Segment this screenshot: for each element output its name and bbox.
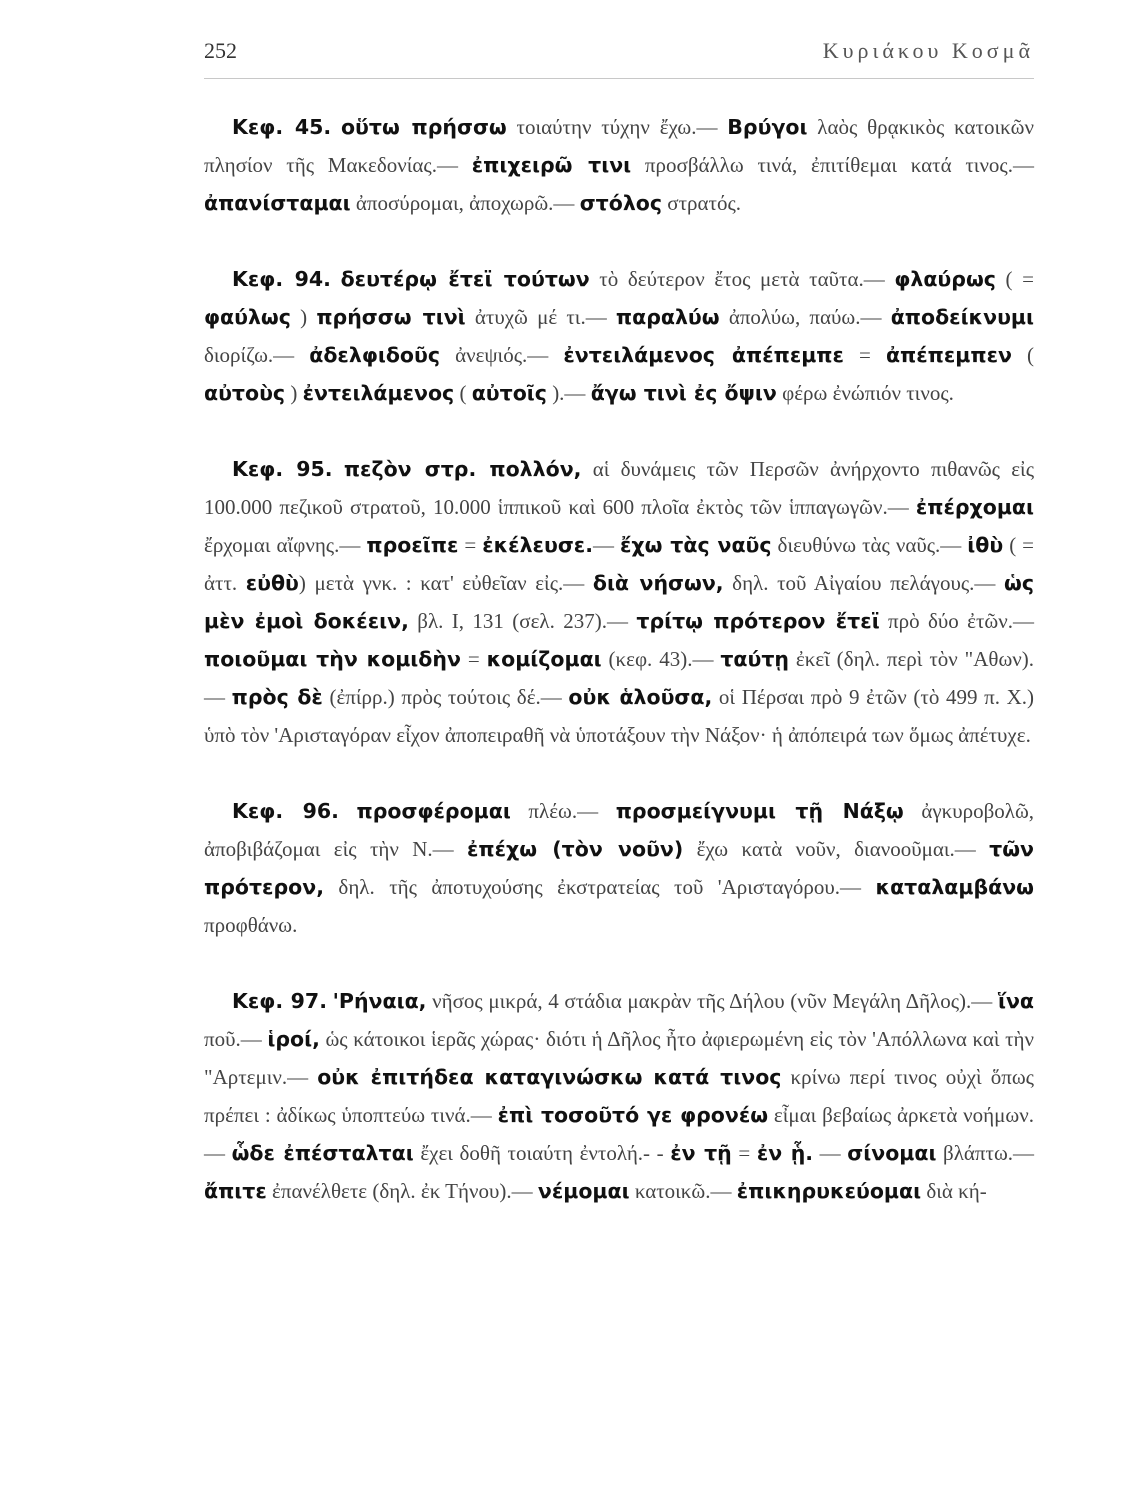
lemma-term: ὡς μὲν ἐμοὶ δοκέειν, xyxy=(204,571,1034,633)
gloss-text: βλ. I, 131 (σελ. 237).— xyxy=(408,609,637,633)
lemma-term: ἐπιχειρῶ τινι xyxy=(471,153,632,177)
paragraph-kef-96 xyxy=(204,792,1034,944)
gloss-text: ἀπολύω, παύω.— xyxy=(719,305,891,329)
gloss-text: εἶμαι βεβαίως ἀρκετὰ νοήμων.— xyxy=(204,1103,1034,1165)
lemma-term: ἄπιτε xyxy=(204,1179,267,1203)
gloss-text: στρατός. xyxy=(662,191,742,215)
lemma-term: ἐντειλάμενος ἀπέπεμπε xyxy=(563,343,844,367)
lemma-term: τῶν πρότερον, xyxy=(204,837,1034,899)
lemma-term: 'Ρήναια, xyxy=(332,989,427,1013)
lemma-term: ἐντειλάμενος xyxy=(302,381,455,405)
lemma-term: ταύτῃ xyxy=(720,647,790,671)
gloss-text: διορίζω.— xyxy=(204,343,310,367)
lemma-term: φαύλως xyxy=(204,305,291,329)
gloss-text: (κεφ. 43).— xyxy=(601,647,721,671)
lemma-term: τρίτῳ πρότερον ἔτεϊ xyxy=(636,609,880,633)
gloss-text: κατοικῶ.— xyxy=(629,1179,737,1203)
gloss-text: προφθάνω. xyxy=(204,913,298,937)
gloss-text: ( xyxy=(1011,343,1035,367)
lemma-term: προσφέρομαι xyxy=(356,799,511,823)
gloss-text xyxy=(333,457,344,481)
lemma-term: ἔχω τὰς ναῦς xyxy=(619,533,772,557)
gloss-text: τὸ δεύτερον ἔτος μετὰ ταῦτα.— xyxy=(589,267,895,291)
lemma-term: ἱροί, xyxy=(267,1027,320,1051)
paragraph-kef-94 xyxy=(204,260,1034,412)
lemma-term: διὰ νήσων, xyxy=(592,571,724,595)
lemma-term: ἐπὶ τοσοῦτό γε φρονέω xyxy=(497,1103,769,1127)
lemma-term: ἐν τῇ xyxy=(670,1141,732,1165)
lemma-term: οὐκ ἐπιτήδεα καταγινώσκω κατά τινος xyxy=(317,1065,782,1089)
gloss-text: ) xyxy=(285,381,303,405)
lemma-term: ἰθὺ xyxy=(967,533,1004,557)
lemma-term: Βρύγοι xyxy=(727,115,808,139)
lemma-term: Κεφ. 97. xyxy=(232,989,327,1013)
gloss-text xyxy=(331,267,341,291)
running-title: Κυριάκου Κοσμᾶ xyxy=(822,38,1034,63)
gloss-text: ἔχω κατὰ νοῦν, διανοοῦμαι.— xyxy=(683,837,990,861)
lemma-term: πρὸς δὲ xyxy=(231,685,323,709)
gloss-text: προσβάλλω τινά, ἐπιτίθεμαι κατά τινος.— xyxy=(631,153,1035,177)
lemma-term: ἀδελφιδοῦς xyxy=(309,343,441,367)
gloss-text: οἱ Πέρσαι πρὸ 9 ἐτῶν (τὸ 499 π. Χ.) ὑπὸ τὸν 'Αρισταγόραν εἶχον ἀποπειραθῆ νὰ ὑποτάξουν τὴν Νάξον· ἡ ἀπόπειρά των ὅμως ἀπέτυχε. xyxy=(204,685,1035,747)
page-number: 252 xyxy=(204,38,237,63)
lemma-term: ἐκέλευσε. xyxy=(482,533,593,557)
page-header xyxy=(204,38,1034,79)
lemma-term: φλαύρως xyxy=(894,267,996,291)
lemma-term: αὐτοῖς xyxy=(471,381,547,405)
gloss-text: ( = ἀττ. xyxy=(204,533,1035,595)
gloss-text: αἱ δυνάμεις τῶν Περσῶν ἀνήρχοντο πιθανῶς εἰς 100.000 πεζικοῦ στρατοῦ, 10.000 ἱππικοῦ καὶ 600 πλοῖα ἐκτὸς τῶν ἱππαγωγῶν.— xyxy=(204,457,1035,519)
gloss-text: νῆσος μικρά, 4 στάδια μακρὰν τῆς Δήλου (νῦν Μεγάλη Δῆλος).— xyxy=(426,989,998,1013)
paragraph-kef-45 xyxy=(204,108,1034,222)
lemma-term: Κεφ. 96. xyxy=(232,799,339,823)
lemma-term: ἐν ᾗ. xyxy=(756,1141,814,1165)
gloss-text: ἐκεῖ (δηλ. περὶ τὸν "Αθων).— xyxy=(204,647,1035,709)
lemma-term: ἄγω τινὶ ἐς ὄψιν xyxy=(590,381,777,405)
lemma-term: ἀπέπεμπεν xyxy=(885,343,1012,367)
lemma-term: ἀπανίσταμαι xyxy=(204,191,351,215)
gloss-text: ἔρχομαι αἴφνης.— xyxy=(204,533,367,557)
gloss-text: ( xyxy=(454,381,472,405)
lemma-term: προσμείγνυμι τῇ Νάξῳ xyxy=(615,799,904,823)
gloss-text: φέρω ἐνώπιόν τινος. xyxy=(776,381,954,405)
gloss-text: ) μετὰ γνκ. : κατ' εὐθεῖαν εἰς.— xyxy=(298,571,593,595)
gloss-text: βλάπτω.— xyxy=(936,1141,1035,1165)
lemma-term: πεζὸν στρ. πολλόν, xyxy=(343,457,582,481)
lemma-term: ἀποδείκνυμι xyxy=(890,305,1034,329)
lemma-term: σίνομαι xyxy=(847,1141,937,1165)
lemma-term: στόλος xyxy=(579,191,663,215)
lemma-term: Κεφ. 94. xyxy=(232,267,331,291)
lemma-term: Κεφ. 95. xyxy=(232,457,333,481)
gloss-text: δηλ. τοῦ Αἰγαίου πελάγους.— xyxy=(723,571,1005,595)
lemma-term: ἵνα xyxy=(997,989,1035,1013)
gloss-text: (ἐπίρρ.) πρὸς τούτοις δέ.— xyxy=(322,685,569,709)
lemma-term: εὐθὺ xyxy=(245,571,299,595)
gloss-text: — xyxy=(592,533,620,557)
lemma-term: κομίζομαι xyxy=(486,647,602,671)
gloss-text: ( = xyxy=(995,267,1035,291)
lemma-term: ἐπέχω (τὸν νοῦν) xyxy=(466,837,684,861)
lemma-term: νέμομαι xyxy=(537,1179,630,1203)
lemma-term: προεῖπε xyxy=(366,533,459,557)
lemma-term: καταλαμβάνω xyxy=(875,875,1034,899)
gloss-text: = xyxy=(458,533,483,557)
gloss-text: ἐπανέλθετε (δηλ. ἐκ Τήνου).— xyxy=(266,1179,538,1203)
document-body xyxy=(204,108,1034,1248)
lemma-term: παραλύω xyxy=(615,305,720,329)
lemma-term: ἐπικηρυκεύομαι xyxy=(736,1179,922,1203)
lemma-term: Κεφ. 45. xyxy=(232,115,332,139)
gloss-text: ἔχει δοθῆ τοιαύτη ἐντολή.- - xyxy=(413,1141,671,1165)
gloss-text: πρὸ δύο ἐτῶν.— xyxy=(879,609,1034,633)
lemma-term: αὐτοὺς xyxy=(204,381,286,405)
gloss-text: ἀγκυροβολῶ, ἀποβιβάζομαι εἰς τὴν Ν.— xyxy=(204,799,1035,861)
gloss-text: ἀνεψιός.— xyxy=(440,343,564,367)
lemma-term: πρήσσω τινὶ xyxy=(316,305,466,329)
gloss-text xyxy=(331,115,341,139)
gloss-text: κρίνω περί τινος οὐχὶ ὅπως πρέπει : ἀδίκως ὑποπτεύω τινά.— xyxy=(204,1065,1034,1127)
paragraph-kef-97 xyxy=(204,982,1034,1210)
lemma-term: ὧδε ἐπέσταλται xyxy=(231,1141,414,1165)
paragraph-kef-95 xyxy=(204,450,1034,754)
gloss-text: ὡς κάτοικοι ἱερᾶς χώρας· διότι ἡ Δῆλος ἦτο ἀφιερωμένη εἰς τὸν 'Απόλλωνα καὶ τὴν "Αρτεμιν.— xyxy=(204,1027,1034,1089)
lemma-term: οὕτω πρήσσω xyxy=(340,115,507,139)
gloss-text: τοιαύτην τύχην ἔχω.— xyxy=(506,115,728,139)
lemma-term: οὐκ ἁλοῦσα, xyxy=(568,685,713,709)
gloss-text: ) xyxy=(290,305,317,329)
gloss-text: ἀποσύρομαι, ἀποχωρῶ.— xyxy=(350,191,580,215)
gloss-text: δηλ. τῆς ἀποτυχούσης ἐκστρατείας τοῦ 'Αρισταγόρου.— xyxy=(323,875,876,899)
lemma-term: δευτέρῳ ἔτεϊ τούτων xyxy=(340,267,590,291)
gloss-text: = xyxy=(843,343,886,367)
gloss-text: διὰ κή- xyxy=(921,1179,987,1203)
gloss-text xyxy=(339,799,357,823)
gloss-text: ).— xyxy=(546,381,591,405)
lemma-term: ποιοῦμαι τὴν κομιδὴν xyxy=(204,647,461,671)
gloss-text: = xyxy=(460,647,487,671)
gloss-text: = xyxy=(731,1141,757,1165)
gloss-text: ἀτυχῶ μέ τι.— xyxy=(465,305,616,329)
gloss-text: πλέω.— xyxy=(510,799,616,823)
gloss-text: — xyxy=(813,1141,848,1165)
gloss-text: ποῦ.— xyxy=(204,1027,268,1051)
gloss-text: λαὸς θρᾳκικὸς κατοικῶν πλησίον τῆς Μακεδονίας.— xyxy=(204,115,1034,177)
gloss-text: διευθύνω τὰς ναῦς.— xyxy=(771,533,968,557)
lemma-term: ἐπέρχομαι xyxy=(915,495,1034,519)
